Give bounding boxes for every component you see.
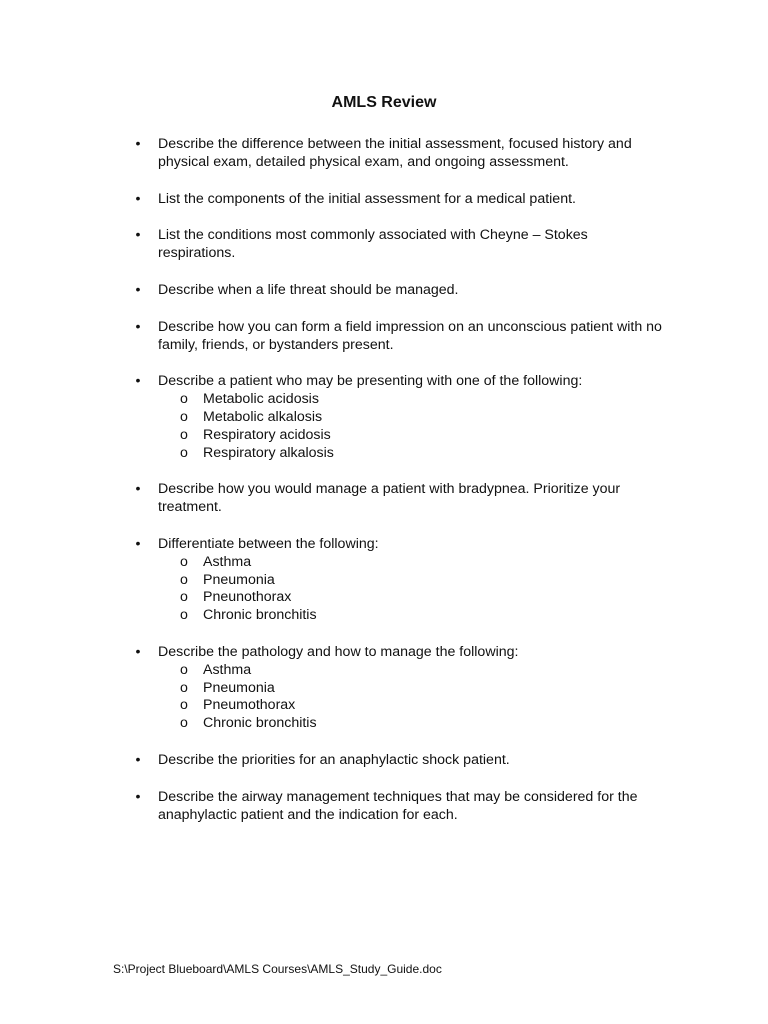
document-title: AMLS Review xyxy=(331,94,437,111)
review-item-text: Describe how you would manage a patient with bradypnea. Prioritize your treatment. xyxy=(158,481,621,516)
review-item-text: Describe when a life threat should be managed. xyxy=(158,281,459,298)
circle-bullet-icon: o xyxy=(180,408,188,425)
review-item-text: Differentiate between the following: xyxy=(158,535,379,552)
subitem xyxy=(158,715,668,733)
review-item-text: Describe a patient who may be presenting with one of the following: xyxy=(158,373,583,390)
subitems-list xyxy=(158,391,668,462)
subitem xyxy=(158,572,668,590)
subitems-list xyxy=(158,554,668,625)
subitem-text: Respiratory alkalosis xyxy=(203,444,334,461)
footer-file-path: S:\Project Blueboard\AMLS Courses\AMLS_Study_Guide.doc xyxy=(113,962,442,976)
subitems-list xyxy=(158,662,668,733)
review-item-text: List the components of the initial assessment for a medical patient. xyxy=(158,190,576,207)
circle-bullet-icon: o xyxy=(180,553,188,570)
bullet-icon: • xyxy=(135,643,141,660)
subitem-text: Chronic bronchitis xyxy=(203,607,317,624)
circle-bullet-icon: o xyxy=(180,391,188,408)
subitem xyxy=(158,391,668,409)
bullet-icon: • xyxy=(135,136,141,152)
review-item xyxy=(0,282,768,300)
circle-bullet-icon: o xyxy=(180,679,188,696)
bullet-icon: • xyxy=(135,751,141,768)
circle-bullet-icon: o xyxy=(180,661,188,678)
bullet-icon: • xyxy=(135,481,141,498)
review-item-text: Describe the pathology and how to manage the following: xyxy=(158,643,519,660)
review-item-text: Describe the priorities for an anaphylactic shock patient. xyxy=(158,751,510,768)
review-item xyxy=(0,644,768,733)
subitem-text: Pneumonia xyxy=(203,571,275,588)
subitem-text: Metabolic acidosis xyxy=(203,391,319,408)
subitem xyxy=(158,427,668,445)
circle-bullet-icon: o xyxy=(180,715,188,732)
review-item xyxy=(0,136,768,172)
bullet-icon: • xyxy=(135,788,141,805)
circle-bullet-icon: o xyxy=(180,607,188,624)
review-item xyxy=(0,789,768,825)
review-item xyxy=(0,319,768,355)
subitem-text: Respiratory acidosis xyxy=(203,426,331,443)
review-item xyxy=(0,481,768,517)
review-items-list xyxy=(0,136,768,843)
subitem xyxy=(158,589,668,607)
subitem xyxy=(158,554,668,572)
subitem xyxy=(158,680,668,698)
review-item xyxy=(0,227,768,263)
review-item xyxy=(0,373,768,462)
bullet-icon: • xyxy=(135,373,141,390)
circle-bullet-icon: o xyxy=(180,426,188,443)
review-item xyxy=(0,536,768,625)
subitem xyxy=(158,697,668,715)
circle-bullet-icon: o xyxy=(180,697,188,714)
review-item-text: Describe the difference between the initial assessment, focused history and physical exam, detailed physical exam, and ongoing assessment. xyxy=(158,136,632,170)
subitem xyxy=(158,607,668,625)
subitem-text: Pneumothorax xyxy=(203,697,296,714)
subitem xyxy=(158,662,668,680)
bullet-icon: • xyxy=(135,190,141,207)
bullet-icon: • xyxy=(135,227,141,244)
subitem-text: Asthma xyxy=(203,553,252,570)
subitem-text: Metabolic alkalosis xyxy=(203,408,323,425)
subitem-text: Pneunothorax xyxy=(203,589,292,606)
subitem-text: Chronic bronchitis xyxy=(203,715,317,732)
subitem xyxy=(158,445,668,463)
subitem xyxy=(158,409,668,427)
review-item-text: List the conditions most commonly associated with Cheyne – Stokes respirations. xyxy=(158,227,588,262)
bullet-icon: • xyxy=(135,318,141,335)
subitem-text: Pneumonia xyxy=(203,679,275,696)
circle-bullet-icon: o xyxy=(180,571,188,588)
bullet-icon: • xyxy=(135,281,141,298)
review-item-text: Describe the airway management techniques that may be considered for the anaphylactic patient and the indication for each. xyxy=(158,788,638,823)
circle-bullet-icon: o xyxy=(180,444,188,461)
review-item-text: Describe how you can form a field impression on an unconscious patient with no family, friends, or bystanders present. xyxy=(158,318,662,353)
review-item xyxy=(0,752,768,770)
bullet-icon: • xyxy=(135,535,141,552)
review-item xyxy=(0,191,768,209)
subitem-text: Asthma xyxy=(203,661,252,678)
circle-bullet-icon: o xyxy=(180,589,188,606)
